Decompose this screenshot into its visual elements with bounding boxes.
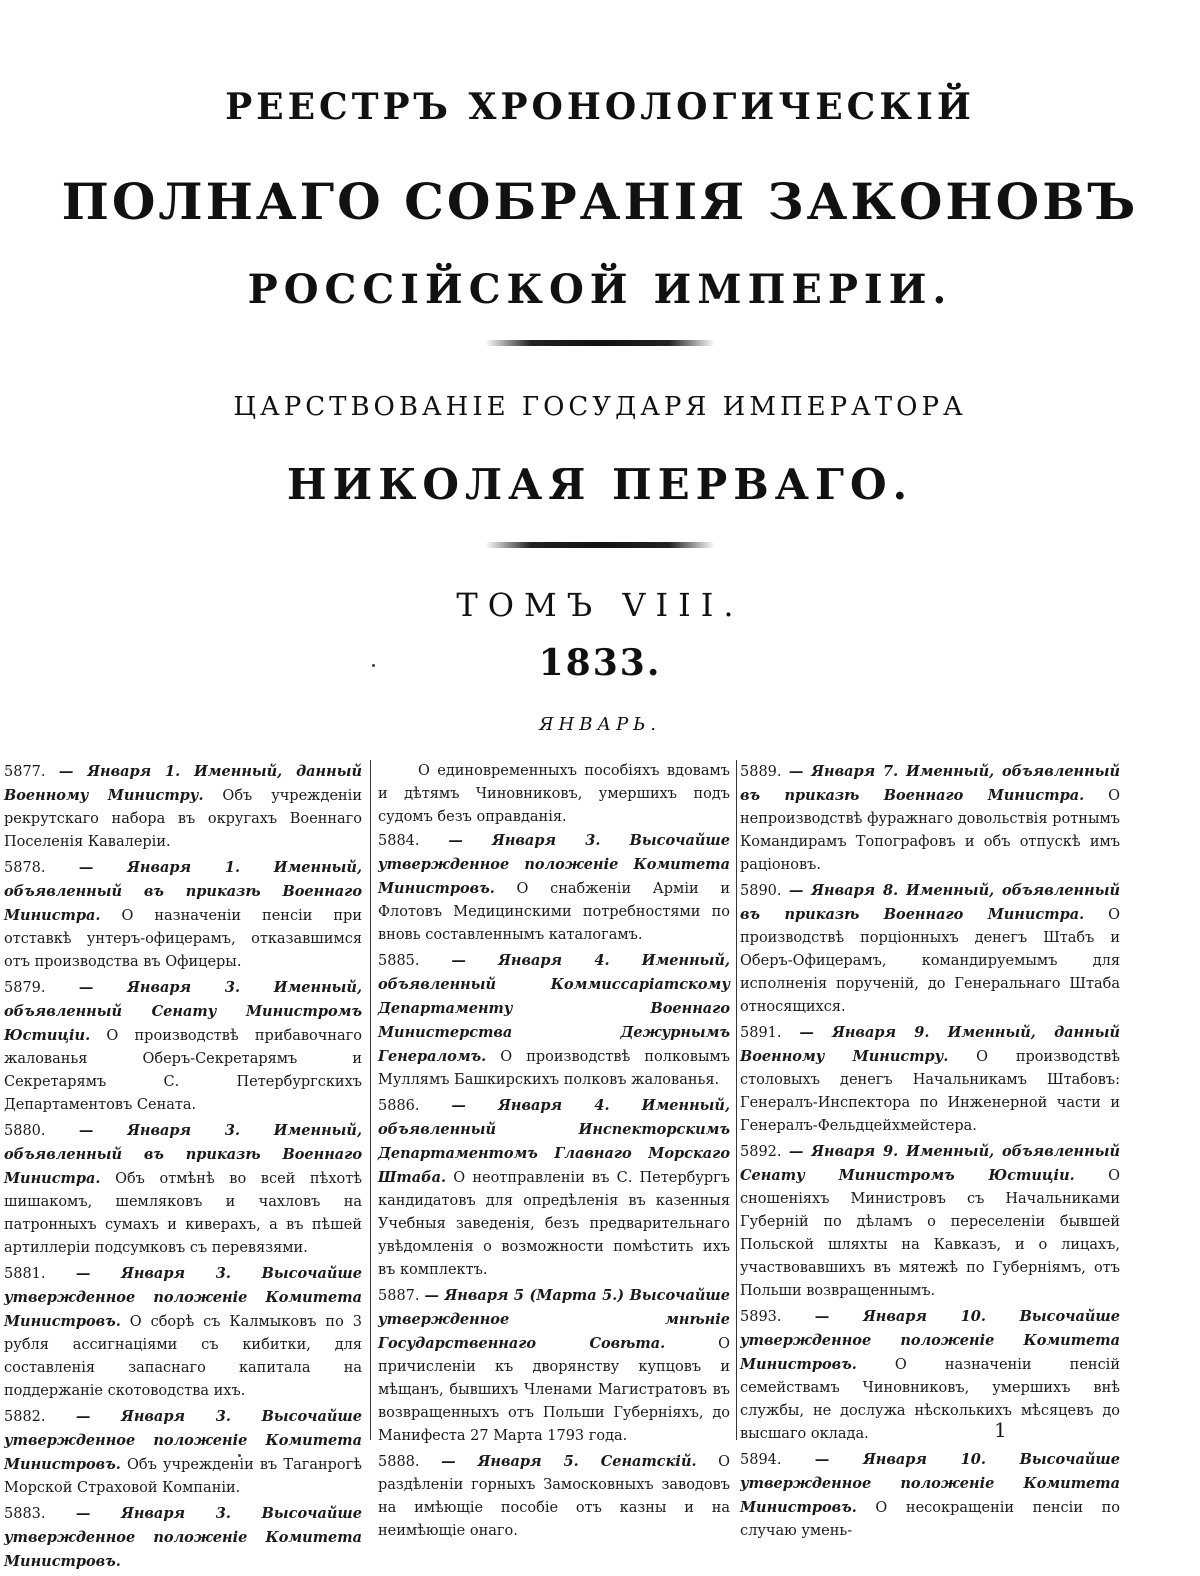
- entry-heading: — Января 4. Именный, объявленный Коммиссаріатскому Департаменту Военнаго Министерства Дежурнымъ Генераломъ.: [378, 952, 730, 1065]
- entry-heading: — Января 3. Высочайше утвержденное положеніе Комитета Министровъ.: [4, 1505, 362, 1570]
- entry-text: О производствѣ полковымъ Муллямъ Башкирскихъ полковъ жалованья.: [378, 1049, 730, 1088]
- entry-heading: — Января 7. Именный, объявленный въ приказѣ Военнаго Министра.: [740, 763, 1120, 804]
- entry-heading: — Января 9. Именный, данный Военному Министру.: [740, 1024, 1120, 1065]
- entry-heading: — Января 5 (Марта 5.) Высочайше утвержденное мнѣніе Государственнаго Совѣта.: [378, 1287, 730, 1352]
- entry-text: О раздѣленіи горныхъ Замосковныхъ заводовъ на имѣющіе пособіе отъ казны и на неимѣющіе онаго.: [378, 1454, 731, 1539]
- law-entry: [4, 856, 362, 974]
- entry-heading: — Января 4. Именный, объявленный Инспекторскимъ Департаментомъ Главнаго Морскаго Штаба.: [378, 1097, 730, 1186]
- column-divider: [370, 760, 371, 1440]
- entry-text: Объ учрежденіи въ Таганрогѣ Морской Страховой Компаніи.: [4, 1457, 362, 1496]
- law-entry: [378, 1094, 730, 1282]
- entry-heading: — Января 3. Именный, объявленный Сенату Министромъ Юстиціи.: [4, 979, 362, 1044]
- entry-text: О неотправленіи въ С. Петербургъ кандидатовъ для опредѣленія въ казенныя Учебныя заведенія, безъ предварительнаго увѣдомленія о возможности помѣстить ихъ въ комплектъ.: [378, 1170, 730, 1278]
- law-entry: [740, 1448, 1120, 1543]
- entry-text: О производствѣ прибавочнаго жалованья Оберъ-Секретарямъ и Секретарямъ С. Петербургскихъ Департаментовъ Сената.: [4, 1028, 362, 1113]
- entry-heading: — Января 3. Высочайше утвержденное положеніе Комитета Министровъ.: [4, 1265, 362, 1330]
- law-entry: [4, 976, 362, 1117]
- entry-text: Объ отмѣнѣ во всей пѣхотѣ шишакомъ, шемляковъ и чахловъ на патронныхъ сумахъ и киверахъ, а въ пѣшей артиллеріи подсумковъ съ перевязями.: [4, 1171, 362, 1256]
- collection-title: ПОЛНАГО СОБРАНІЯ ЗАКОНОВЪ: [61, 172, 1139, 231]
- entry-text: О причисленіи къ дворянству купцовъ и мѣщанъ, бывшихъ Членами Магистратовъ въ возвращенныхъ отъ Польши Губерніяхъ, до Манифеста 27 Марта 1793 года.: [378, 1336, 730, 1444]
- entry-number: 5894.: [740, 1452, 782, 1468]
- entry-number: 5887.: [378, 1288, 420, 1304]
- register-title: РЕЕСТРЪ ХРОНОЛОГИЧЕСКІЙ: [225, 86, 975, 128]
- entry-number: 5885.: [378, 953, 420, 969]
- entry-heading: — Января 5. Сенатскій.: [441, 1453, 697, 1470]
- entry-number: 5891.: [740, 1025, 782, 1041]
- entry-number: 5884.: [378, 833, 420, 849]
- law-entry: [740, 1021, 1120, 1138]
- entry-text: О назначеніи пенсій семействамъ Чиновниковъ, умершихъ внѣ службы, не дослужа нѣсколькихъ мѣсяцевъ до высшаго оклада.: [740, 1357, 1120, 1442]
- entry-text: О сборѣ съ Калмыковъ по 3 рубля ассигнаціями съ кибитки, для составленія запаснаго капитала на поддержаніе скотоводства ихъ.: [4, 1314, 362, 1399]
- law-entry: [4, 1119, 362, 1260]
- entry-heading: — Января 9. Именный, объявленный Сенату Министромъ Юстиціи.: [740, 1143, 1120, 1184]
- entry-heading: — Января 1. Именный, данный Военному Министру.: [4, 763, 362, 804]
- law-entry: [378, 829, 730, 947]
- entry-heading: — Января 8. Именный, объявленный въ приказѣ Военнаго Министра.: [740, 882, 1120, 923]
- law-entry: [378, 1450, 730, 1543]
- empire-title: РОССІЙСКОЙ ИМПЕРІИ.: [247, 266, 953, 313]
- entry-text: Объ учрежденіи рекрутскаго набора въ округахъ Военнаго Поселенія Кавалеріи.: [4, 788, 362, 850]
- law-entry: [740, 760, 1120, 877]
- entry-text: О производствѣ порціонныхъ денегъ Штабъ и Оберъ-Офицерамъ, командируемымъ для исполненія порученій, до Генеральнаго Штаба относящихся.: [740, 907, 1121, 1015]
- entry-text: О несокращеніи пенсіи по случаю умень-: [740, 1500, 1120, 1539]
- volume-label: ТОМЪ VIII.: [456, 586, 744, 624]
- page-number: 1: [994, 1418, 1007, 1442]
- law-entry: [4, 1262, 362, 1403]
- entry-number: 5893.: [740, 1309, 782, 1325]
- law-entry: [378, 1284, 730, 1448]
- law-entry: [740, 879, 1120, 1019]
- entry-heading: — Января 10. Высочайше утвержденное положеніе Комитета Министровъ.: [740, 1451, 1120, 1516]
- entry-number: 5882.: [4, 1409, 46, 1425]
- entry-heading: — Января 3. Высочайше утвержденное положеніе Комитета Министровъ.: [4, 1408, 362, 1473]
- entry-number: 5877.: [4, 764, 46, 780]
- entry-number: 5879.: [4, 980, 46, 996]
- entry-text: О производствѣ столовыхъ денегъ Начальникамъ Штабовъ: Генералъ-Инспектора по Инженерной части и Генералъ-Фельдцейхмейстера.: [740, 1049, 1120, 1134]
- entry-text: О непроизводствѣ фуражнаго довольствія ротнымъ Командирамъ Топографовъ и объ отпускѣ имъ раціоновъ.: [740, 788, 1121, 873]
- year-label: 1833.: [538, 642, 662, 684]
- entry-number: 5883.: [4, 1506, 46, 1522]
- month-heading: ЯНВАРЬ.: [538, 714, 662, 735]
- entry-heading: — Января 3. Именный, объявленный въ приказѣ Военнаго Министра.: [4, 1122, 362, 1187]
- law-entry: [378, 949, 730, 1092]
- text-column-3: [740, 760, 1120, 1545]
- print-speck: [238, 1454, 241, 1457]
- ornamental-rule: [485, 542, 715, 548]
- column-divider: [736, 760, 737, 1440]
- entry-text: О назначеніи пенсіи при отставкѣ унтеръ-офицерамъ, отказавшимся отъ производства въ Офицеры.: [4, 908, 362, 970]
- entry-heading: — Января 3. Высочайше утвержденное положеніе Комитета Министровъ.: [378, 832, 730, 897]
- entry-number: 5880.: [4, 1123, 46, 1139]
- entry-text: О снабженіи Арміи и Флотовъ Медицинскими потребностями по вновь составленнымъ каталогамъ.: [378, 881, 730, 943]
- reign-title: ЦАРСТВОВАНІЕ ГОСУДАРЯ ИМПЕРАТОРА: [233, 392, 967, 422]
- entry-number: 5892.: [740, 1144, 782, 1160]
- law-entry: [4, 760, 362, 854]
- entry-number: 5881.: [4, 1266, 46, 1282]
- law-entry: [4, 1502, 362, 1574]
- entry-heading: — Января 1. Именный, объявленный въ приказѣ Военнаго Министра.: [4, 859, 362, 924]
- entry-number: 5878.: [4, 860, 46, 876]
- text-column-1: [4, 760, 362, 1576]
- print-speck: [372, 664, 375, 667]
- emperor-name: НИКОЛАЯ ПЕРВАГО.: [286, 460, 914, 509]
- entry-heading: — Января 10. Высочайше утвержденное положеніе Комитета Министровъ.: [740, 1308, 1120, 1373]
- entry-number: 5889.: [740, 764, 782, 780]
- entry-number: 5888.: [378, 1454, 420, 1470]
- entry-number: 5886.: [378, 1098, 420, 1114]
- text-column-2: [378, 760, 730, 1545]
- law-entry: [4, 1405, 362, 1500]
- entry-number: 5890.: [740, 883, 782, 899]
- entry-text: О сношеніяхъ Министровъ съ Начальниками Губерній по дѣламъ о переселеніи бывшей Польской шляхты на Кавказъ, и о лицахъ, участвовавшихъ въ мятежѣ по Губерніямъ, отъ Польши возвращеннымъ.: [740, 1168, 1121, 1299]
- law-entry: [740, 1140, 1120, 1303]
- continued-text: О единовременныхъ пособіяхъ вдовамъ и дѣтямъ Чиновниковъ, умершихъ подъ судомъ безъ оправданія.: [378, 763, 730, 825]
- ornamental-rule: [485, 340, 715, 346]
- law-entry: [740, 1305, 1120, 1446]
